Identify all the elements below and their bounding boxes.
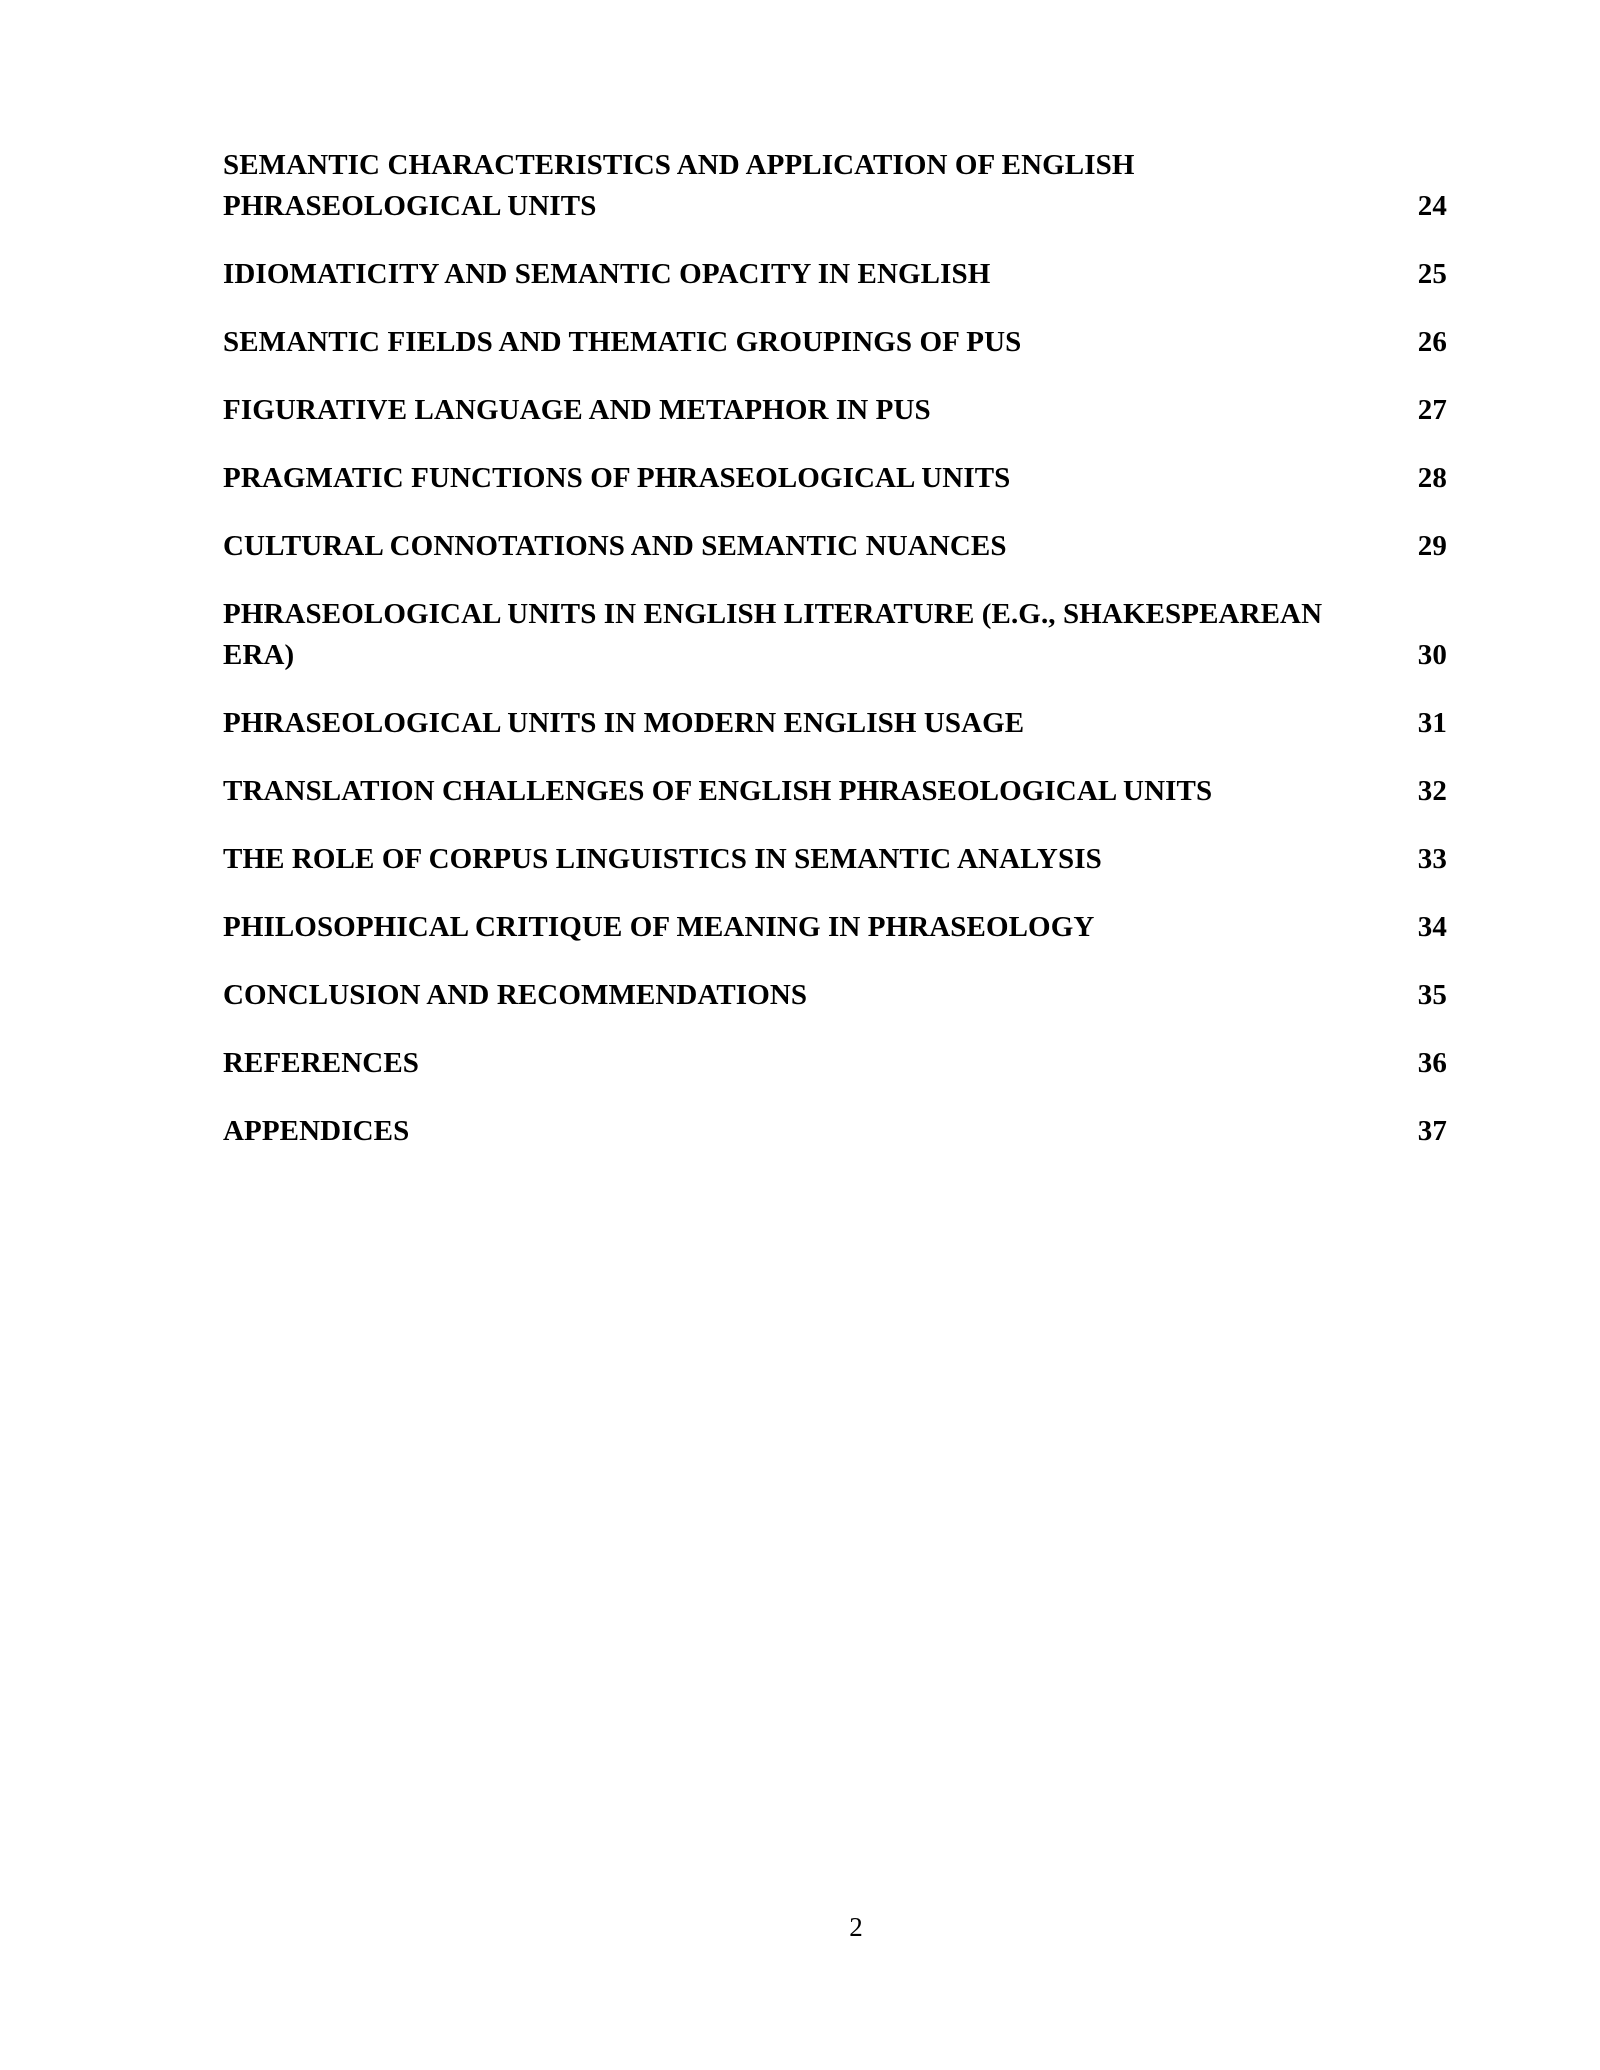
toc-entry-title: TRANSLATION CHALLENGES OF ENGLISH PHRASEOLOGICAL UNITS bbox=[223, 775, 1213, 807]
toc-entry[interactable] bbox=[223, 1111, 1447, 1152]
toc-entry[interactable] bbox=[223, 390, 1447, 431]
toc-entry[interactable] bbox=[223, 322, 1447, 363]
toc-entry-title: PHRASEOLOGICAL UNITS bbox=[223, 190, 597, 222]
toc-entry-title: PRAGMATIC FUNCTIONS OF PHRASEOLOGICAL UNITS bbox=[223, 462, 1011, 494]
toc-entry-page-number: 35 bbox=[1417, 979, 1447, 1011]
toc-entry-page-number: 33 bbox=[1417, 843, 1447, 875]
toc-entry[interactable] bbox=[223, 526, 1447, 567]
toc-entry[interactable] bbox=[223, 907, 1447, 948]
toc-entry[interactable] bbox=[223, 145, 1447, 227]
toc-entry[interactable] bbox=[223, 594, 1447, 676]
toc-entry-title: IDIOMATICITY AND SEMANTIC OPACITY IN ENGLISH bbox=[223, 258, 991, 290]
toc-entry[interactable] bbox=[223, 771, 1447, 812]
toc-entry[interactable] bbox=[223, 254, 1447, 295]
toc-entry-title: CONCLUSION AND RECOMMENDATIONS bbox=[223, 979, 808, 1011]
toc-entry-title: SEMANTIC FIELDS AND THEMATIC GROUPINGS OF PUS bbox=[223, 326, 1022, 358]
toc-entry-page-number: 32 bbox=[1417, 775, 1447, 807]
toc-entry-page-number: 31 bbox=[1417, 707, 1447, 739]
toc-entry-page-number: 36 bbox=[1417, 1047, 1447, 1079]
toc-entry[interactable] bbox=[223, 703, 1447, 744]
toc-entry-page-number: 25 bbox=[1417, 258, 1447, 290]
toc-entry-title: THE ROLE OF CORPUS LINGUISTICS IN SEMANTIC ANALYSIS bbox=[223, 843, 1102, 875]
toc-entry-page-number: 30 bbox=[1417, 639, 1447, 671]
toc-entry-page-number: 27 bbox=[1417, 394, 1447, 426]
toc-entry-title-line1: PHRASEOLOGICAL UNITS IN ENGLISH LITERATURE (E.G., SHAKESPEAREAN bbox=[223, 598, 1323, 630]
toc-entry-page-number: 34 bbox=[1417, 911, 1447, 943]
toc-entry-title: PHILOSOPHICAL CRITIQUE OF MEANING IN PHRASEOLOGY bbox=[223, 911, 1095, 943]
toc-entry[interactable] bbox=[223, 1043, 1447, 1084]
toc-entry-title: FIGURATIVE LANGUAGE AND METAPHOR IN PUS bbox=[223, 394, 931, 426]
toc-entry-page-number: 24 bbox=[1417, 190, 1447, 222]
toc-entry-page-number: 28 bbox=[1417, 462, 1447, 494]
page-number: 2 bbox=[849, 1912, 863, 1942]
toc-entry-page-number: 29 bbox=[1417, 530, 1447, 562]
toc-entry[interactable] bbox=[223, 458, 1447, 499]
toc-entry-title: ERA) bbox=[223, 639, 295, 671]
toc-entry-page-number: 37 bbox=[1417, 1115, 1447, 1147]
toc-entry[interactable] bbox=[223, 839, 1447, 880]
table-of-contents bbox=[223, 145, 1447, 1179]
toc-entry[interactable] bbox=[223, 975, 1447, 1016]
toc-entry-title: CULTURAL CONNOTATIONS AND SEMANTIC NUANCES bbox=[223, 530, 1007, 562]
toc-entry-title: APPENDICES bbox=[223, 1115, 410, 1147]
toc-entry-title: PHRASEOLOGICAL UNITS IN MODERN ENGLISH USAGE bbox=[223, 707, 1025, 739]
toc-entry-page-number: 26 bbox=[1417, 326, 1447, 358]
toc-entry-title: REFERENCES bbox=[223, 1047, 419, 1079]
toc-entry-title-line1: SEMANTIC CHARACTERISTICS AND APPLICATION OF ENGLISH bbox=[223, 149, 1135, 181]
